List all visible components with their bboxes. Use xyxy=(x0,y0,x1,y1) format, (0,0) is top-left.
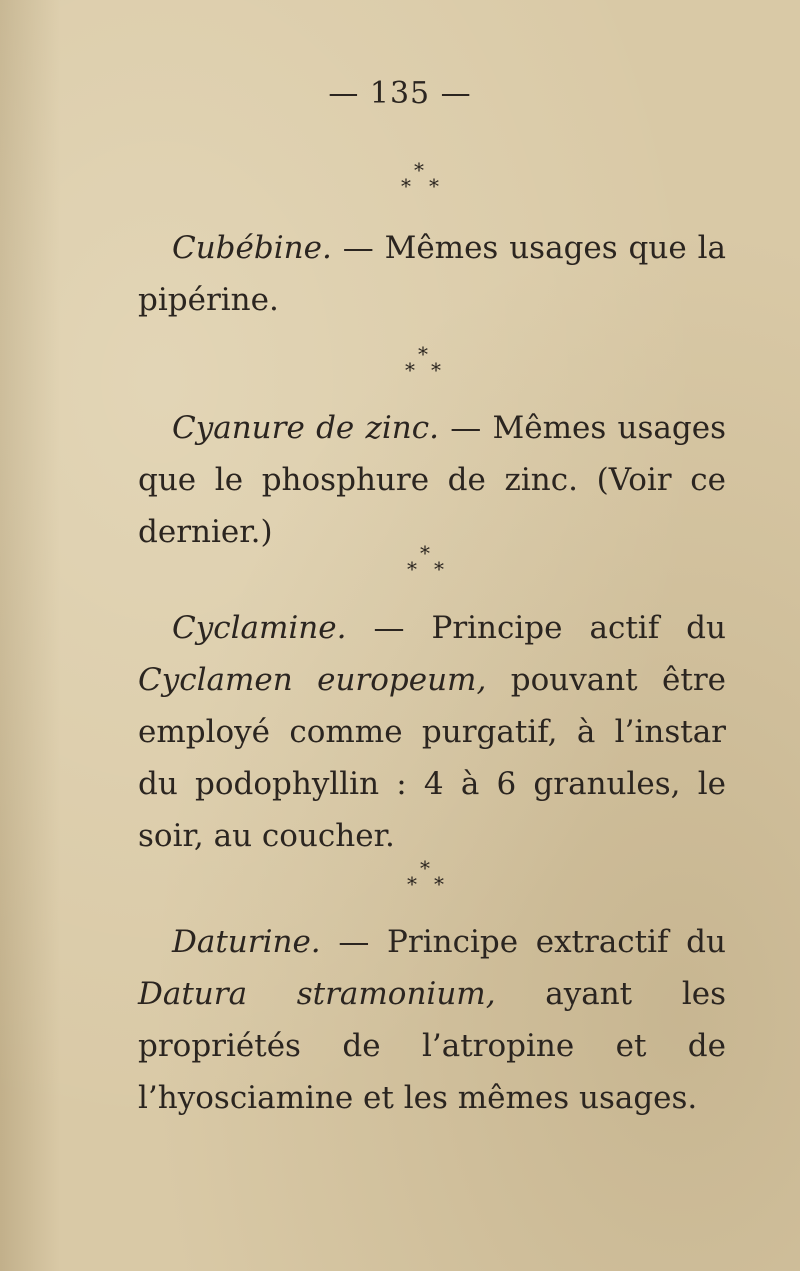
entry-text: ayant les propriétés de l’atropine et de l’hyosciamine et les mêmes usages. xyxy=(138,976,726,1116)
asterism-separator xyxy=(0,344,800,384)
asterisk-glyph: * xyxy=(434,872,444,896)
entry-text: — Principe actif du xyxy=(346,610,726,646)
entry-text: pouvant être employé comme purgatif, à l’instar du podophyllin : 4 à 6 granules, le soir, au coucher. xyxy=(138,662,726,854)
entry-daturine xyxy=(138,916,726,1124)
entry-cyclamine xyxy=(138,602,726,862)
entry-paragraph xyxy=(138,916,726,1124)
entry-latin-name: Cyclamen europeum, xyxy=(138,662,487,698)
entry-text: — Principe extractif du xyxy=(320,924,726,960)
entry-latin-name: Datura stramonium, xyxy=(138,976,496,1012)
entry-text: — Mêmes usages que la pipérine. xyxy=(138,230,726,318)
asterisk-glyph: * xyxy=(420,541,430,565)
asterisk-glyph: * xyxy=(414,158,424,182)
entry-paragraph xyxy=(138,602,726,862)
entry-paragraph xyxy=(138,222,726,326)
asterisk-glyph: * xyxy=(434,557,444,581)
entry-cubebine xyxy=(138,222,726,326)
asterisk-glyph: * xyxy=(431,358,441,382)
entry-text: — Mêmes usages que le phosphure de zinc. (Voir ce dernier.) xyxy=(138,410,726,550)
asterisk-glyph: * xyxy=(407,557,417,581)
entry-term: Cyanure de zinc. xyxy=(172,410,439,446)
entry-term: Cubébine. xyxy=(172,230,332,266)
asterisk-glyph: * xyxy=(418,342,428,366)
asterisk-glyph: * xyxy=(401,174,411,198)
asterisk-glyph: * xyxy=(429,174,439,198)
asterism-separator xyxy=(0,543,800,583)
asterisk-glyph: * xyxy=(420,856,430,880)
entry-paragraph xyxy=(138,402,726,558)
entry-cyanure-de-zinc xyxy=(138,402,726,558)
page-number: — 135 — xyxy=(328,76,472,111)
asterism-separator xyxy=(0,160,800,200)
asterisk-glyph: * xyxy=(405,358,415,382)
asterisk-glyph: * xyxy=(407,872,417,896)
asterism-separator xyxy=(0,858,800,898)
entry-term: Cyclamine. xyxy=(172,610,347,646)
entry-term: Daturine. xyxy=(172,924,321,960)
